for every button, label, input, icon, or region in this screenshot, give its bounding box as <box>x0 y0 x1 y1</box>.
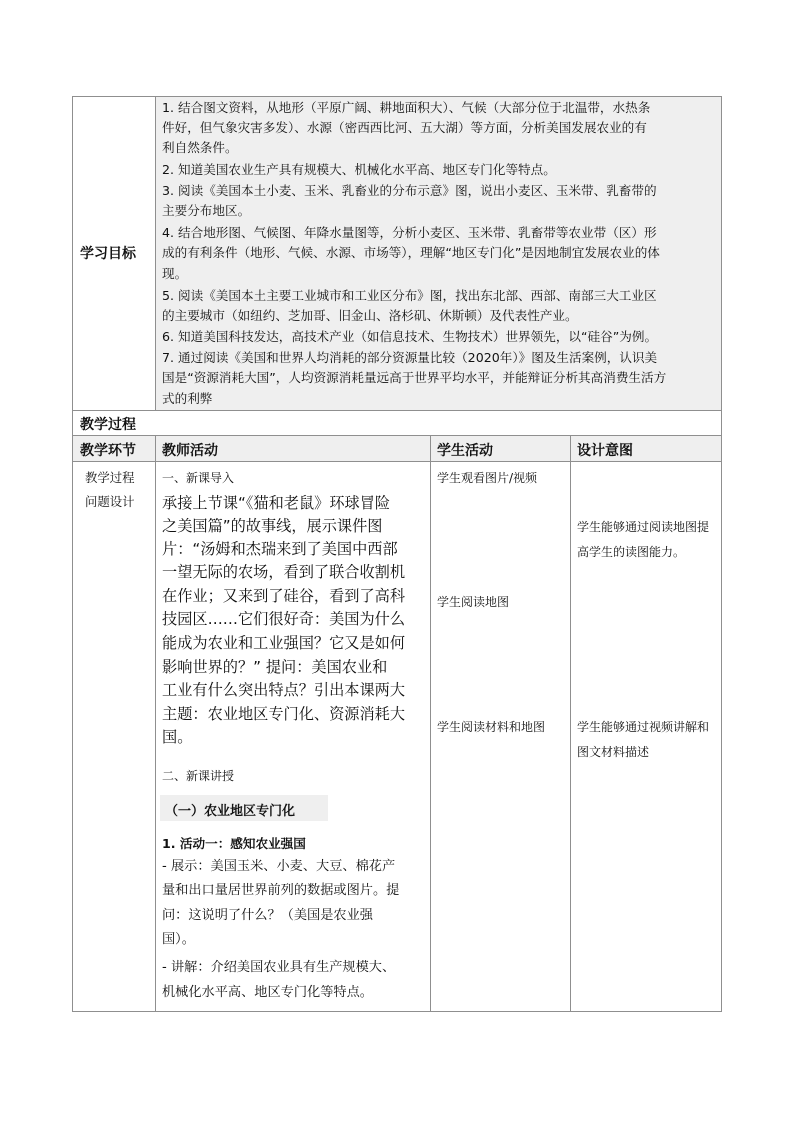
col-divider-1-bottom <box>155 435 156 1012</box>
objective-line: 5. 阅读《美国本土主要工业城市和工业区分布》图，找出东北部、西部、南部三大工业区 <box>162 288 657 303</box>
objective-line: 成的有利条件（地形、气候、水源、市场等），理解“地区专门化”是因地制宜发展农业的体 <box>162 245 660 260</box>
activity-title: 1. 活动一：感知农业强国 <box>162 836 306 851</box>
col-divider-1-top <box>155 96 156 411</box>
header-teacher: 教师活动 <box>162 443 218 459</box>
table-border-left <box>72 96 73 1012</box>
objective-line: 现。 <box>162 266 188 281</box>
objective-line: 6. 知道美国科技发达，高技术产业（如信息技术、生物技术）世界领先，以“硅谷”为例。 <box>162 329 658 344</box>
intro-line: 之美国篇”的故事线，展示课件图 <box>162 517 383 535</box>
table-border-right <box>721 96 722 1012</box>
objective-line: 4. 结合地形图、气候图、年降水量图等，分析小麦区、玉米带、乳畜带等农业带（区）形 <box>162 225 657 240</box>
show-line: 国）。 <box>162 932 195 947</box>
objective-line: 件好，但气象灾害多发）、水源（密西西比河、五大湖）等方面，分析美国发展农业的有 <box>162 120 647 135</box>
objective-line: 3. 阅读《美国本土小麦、玉米、乳畜业的分布示意》图，说出小麦区、玉米带、乳畜带的 <box>162 183 657 198</box>
objectives-label: 学习目标 <box>80 246 136 262</box>
col-divider-2 <box>430 435 431 1012</box>
section-new-lesson-teaching: 二、新课讲授 <box>162 769 235 783</box>
show-line: 量和出口量居世界前列的数据或图片。提 <box>162 883 400 898</box>
objective-line: 的主要城市（如纽约、芝加哥、旧金山、洛杉矶、休斯顿）及代表性产业。 <box>162 308 578 323</box>
header-student: 学生活动 <box>437 443 493 459</box>
intro-line: 能成为农业和工业强国？它又是如何 <box>162 634 405 652</box>
subsection-title: （一）农业地区专门化 <box>165 804 296 819</box>
student-activity-3: 学生阅读材料和地图 <box>437 720 546 734</box>
design-intent-line: 学生能够通过阅读地图提 <box>577 520 710 534</box>
divider-after-process-title <box>72 435 722 436</box>
header-design: 设计意图 <box>577 443 633 459</box>
objective-line: 利自然条件。 <box>162 140 238 155</box>
explain-line: - 讲解：介绍美国农业具有生产规模大、 <box>162 960 396 975</box>
table-border-bottom <box>72 1011 722 1012</box>
design-intent-line: 高学生的读图能力。 <box>577 545 686 559</box>
show-line: - 展示：美国玉米、小麦、大豆、棉花产 <box>162 859 396 874</box>
design-intent-line: 学生能够通过视频讲解和 <box>577 720 710 734</box>
intro-line: 在作业；又来到了硅谷，看到了高科 <box>162 587 405 605</box>
objective-line: 7. 通过阅读《美国和世界人均消耗的部分资源量比较（2020年）》图及生活案例，认识美 <box>162 350 658 365</box>
divider-after-objectives <box>72 410 722 411</box>
objective-line: 主要分布地区。 <box>162 203 251 218</box>
intro-line: 影响世界的？” 提问：美国农业和 <box>162 658 388 676</box>
divider-after-headers <box>72 461 722 462</box>
objective-line: 2. 知道美国农业生产具有规模大、机械化水平高、地区专门化等特点。 <box>162 162 556 177</box>
design-intent-line: 图文材料描述 <box>577 745 650 759</box>
intro-line: 一望无际的农场，看到了联合收割机 <box>162 563 405 581</box>
objective-line: 式的利弊 <box>162 391 213 406</box>
student-activity-2: 学生阅读地图 <box>437 595 510 609</box>
intro-line: 主题：农业地区专门化、资源消耗大 <box>162 705 405 723</box>
stage-line: 问题设计 <box>85 494 135 509</box>
intro-line: 国。 <box>162 728 193 746</box>
explain-line: 机械化水平高、地区专门化等特点。 <box>162 985 373 1000</box>
intro-line: 承接上节课“《猫和老鼠》环球冒险 <box>162 494 391 512</box>
process-title: 教学过程 <box>80 417 136 433</box>
section-new-lesson-intro: 一、新课导入 <box>162 471 235 485</box>
col-divider-3 <box>570 435 571 1012</box>
objective-line: 国是“资源消耗大国”，人均资源消耗量远高于世界平均水平，并能辩证分析其高消费生活方 <box>162 370 667 385</box>
show-line: 问：这说明了什么？（美国是农业强 <box>162 908 373 923</box>
intro-line: 工业有什么突出特点？引出本课两大 <box>162 681 405 699</box>
stage-line: 教学过程 <box>85 470 135 485</box>
student-activity-1: 学生观看图片/视频 <box>437 471 538 485</box>
header-stage: 教学环节 <box>80 443 136 459</box>
intro-line: 技园区……它们很好奇：美国为什么 <box>162 610 405 628</box>
objective-line: 1. 结合图文资料，从地形（平原广阔、耕地面积大）、气候（大部分位于北温带，水热条 <box>162 100 651 115</box>
intro-line: 片：“汤姆和杰瑞来到了美国中西部 <box>162 540 398 558</box>
table-border-top <box>72 96 722 97</box>
